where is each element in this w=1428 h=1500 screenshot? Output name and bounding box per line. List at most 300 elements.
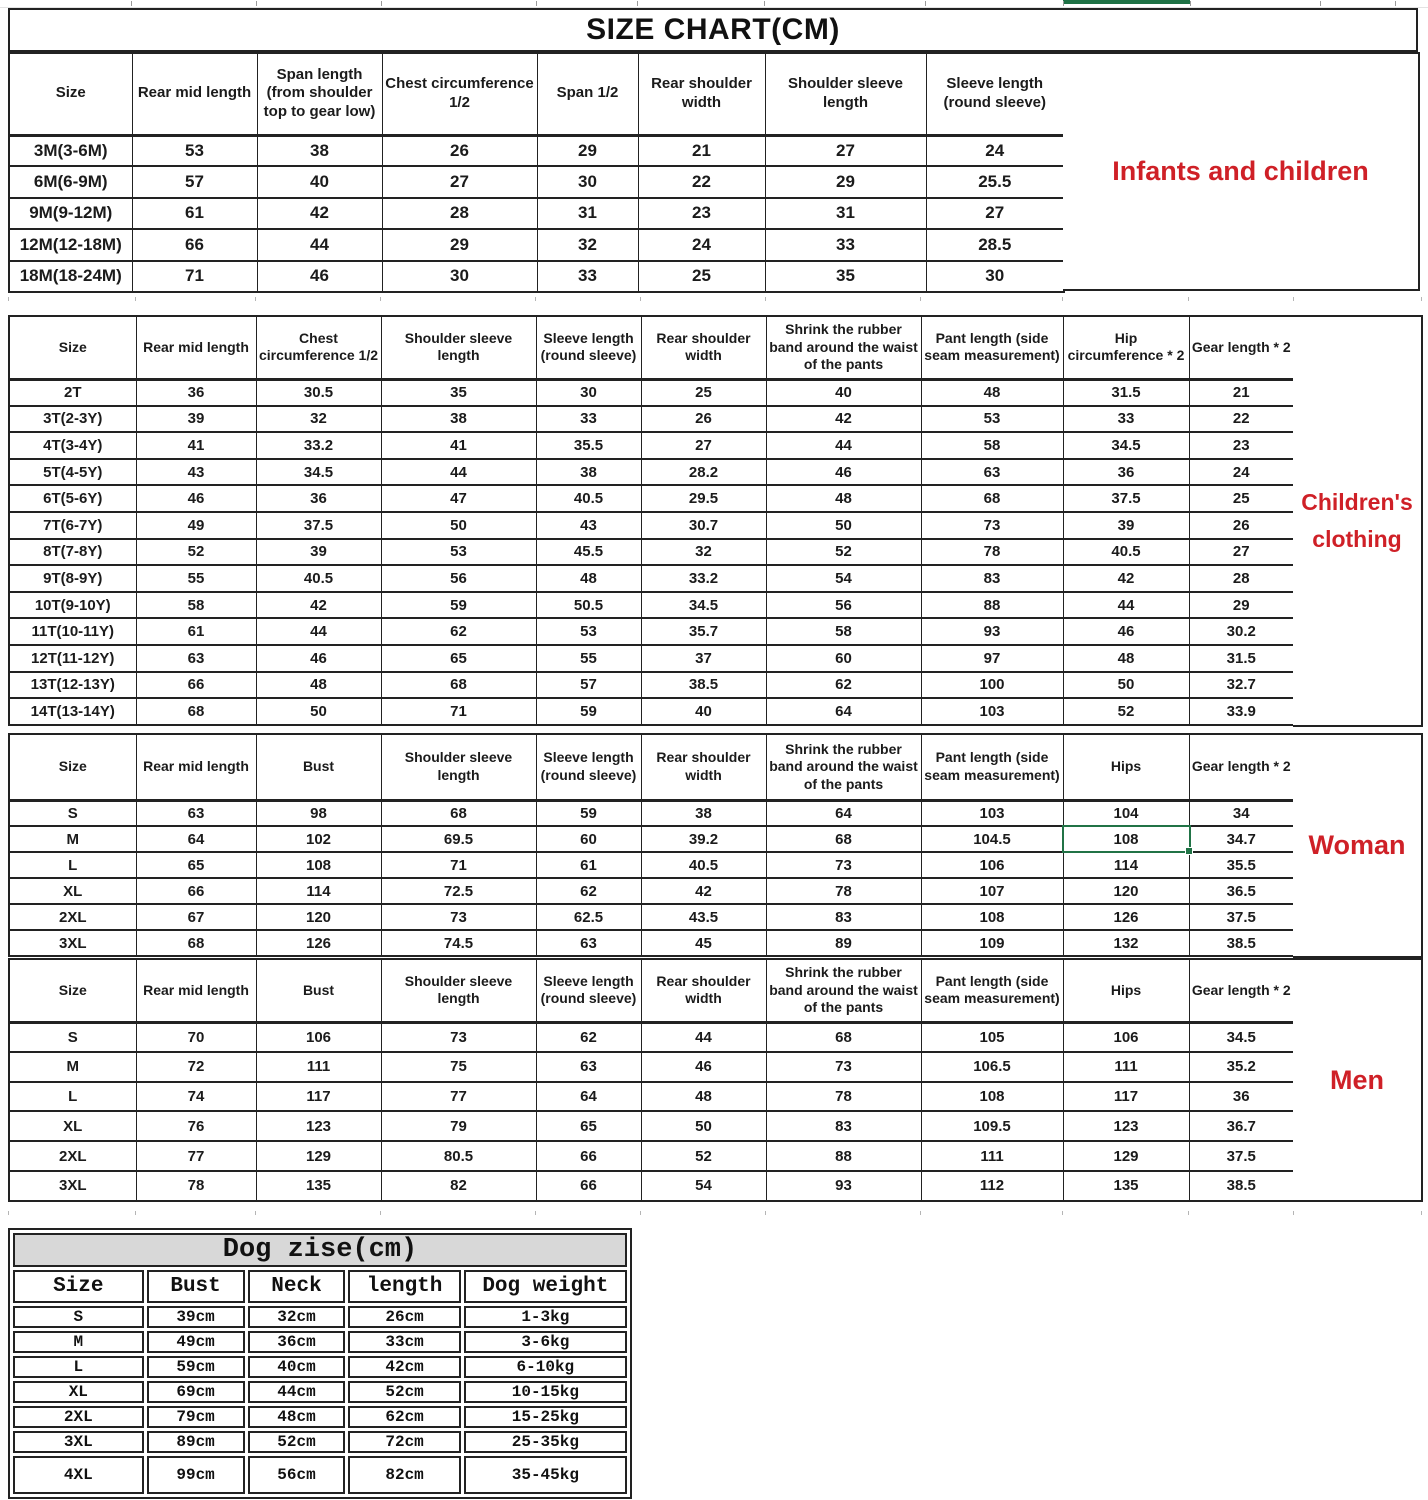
cell: 18M(18-24M) <box>9 261 132 292</box>
cell: 23 <box>638 198 765 229</box>
cell: 33.2 <box>256 432 381 459</box>
cell: 74 <box>136 1082 256 1112</box>
gridline-tick <box>637 1 638 6</box>
column-header: Sleeve length (round sleeve) <box>536 734 641 800</box>
cell: 37.5 <box>256 512 381 539</box>
cell: 23 <box>1189 432 1294 459</box>
cell: 53 <box>381 539 536 566</box>
column-header: Bust <box>256 734 381 800</box>
header-row <box>9 53 1064 135</box>
gridline-tick <box>640 297 641 301</box>
cell: 129 <box>1063 1141 1189 1171</box>
cell: XL <box>9 878 136 904</box>
cell: 26 <box>1189 512 1294 539</box>
cell: M <box>9 826 136 852</box>
cell: 36 <box>136 379 256 406</box>
cell: 40cm <box>248 1356 346 1378</box>
cell: 33.9 <box>1189 698 1294 725</box>
cell: 46 <box>1063 618 1189 645</box>
cell: 40.5 <box>256 565 381 592</box>
column-header: Sleeve length (round sleeve) <box>536 959 641 1022</box>
cell: XL <box>13 1381 144 1403</box>
column-header: Bust <box>256 959 381 1022</box>
cell: 44 <box>381 459 536 486</box>
table-row <box>13 1356 627 1378</box>
cell: 48cm <box>248 1406 346 1428</box>
cell: 79 <box>381 1111 536 1141</box>
column-header: Shrink the rubber band around the waist of the pants <box>766 734 921 800</box>
cell: 61 <box>132 198 257 229</box>
table-row <box>9 698 1294 725</box>
cell: 83 <box>921 565 1063 592</box>
gridline-tick <box>131 1 132 6</box>
gridline-tick <box>380 1211 381 1215</box>
cell: 2XL <box>9 1141 136 1171</box>
cell: 35.5 <box>536 432 641 459</box>
cell: 36 <box>1189 1082 1294 1112</box>
cell: 98 <box>256 800 381 826</box>
column-header: Rear shoulder width <box>641 959 766 1022</box>
cell: 58 <box>921 432 1063 459</box>
cell: 33 <box>536 406 641 433</box>
gridline-tick <box>256 1 257 6</box>
cell: 37.5 <box>1063 485 1189 512</box>
cell: 64 <box>766 800 921 826</box>
cell: 38 <box>536 459 641 486</box>
cell: 69cm <box>147 1381 245 1403</box>
cell: 24 <box>926 135 1064 166</box>
gridline-tick <box>1190 1 1191 6</box>
cell: 14T(13-14Y) <box>9 698 136 725</box>
cell: 70 <box>136 1022 256 1052</box>
cell: 50 <box>641 1111 766 1141</box>
gridline-tick <box>1062 1211 1063 1215</box>
cell: 32 <box>537 229 638 260</box>
cell: 50 <box>256 698 381 725</box>
column-header: Span length (from shoulder top to gear low) <box>257 53 382 135</box>
cell: 35 <box>765 261 926 292</box>
cell: 50.5 <box>536 592 641 619</box>
cell: 77 <box>381 1082 536 1112</box>
header-row <box>9 959 1294 1022</box>
cell: 52 <box>641 1141 766 1171</box>
cell: 44 <box>257 229 382 260</box>
cell: 40.5 <box>641 852 766 878</box>
cell: 29 <box>537 135 638 166</box>
cell: 32.7 <box>1189 672 1294 699</box>
cell: 64 <box>766 698 921 725</box>
cell: 37 <box>641 645 766 672</box>
cell: 59 <box>381 592 536 619</box>
cell: 66 <box>132 229 257 260</box>
cell: 132 <box>1063 930 1189 956</box>
cell: 45.5 <box>536 539 641 566</box>
cell: 44 <box>766 432 921 459</box>
cell: 49 <box>136 512 256 539</box>
cell: 50 <box>1063 672 1189 699</box>
cell: 69.5 <box>381 826 536 852</box>
cell: 97 <box>921 645 1063 672</box>
cell: 61 <box>136 618 256 645</box>
table-row <box>9 1052 1294 1082</box>
cell: 48 <box>641 1082 766 1112</box>
children-size-table <box>8 315 1295 726</box>
cell: 7T(6-7Y) <box>9 512 136 539</box>
cell: 80.5 <box>381 1141 536 1171</box>
cell: 89cm <box>147 1431 245 1453</box>
table-row <box>13 1431 627 1453</box>
cell: 2XL <box>9 904 136 930</box>
column-header: Shrink the rubber band around the waist of the pants <box>766 959 921 1022</box>
column-header: Chest circumference 1/2 <box>382 53 537 135</box>
cell: 78 <box>921 539 1063 566</box>
cell: 102 <box>256 826 381 852</box>
cell: 55 <box>136 565 256 592</box>
cell: 36 <box>1063 459 1189 486</box>
cell: 50 <box>766 512 921 539</box>
cell: 28 <box>1189 565 1294 592</box>
cell: 71 <box>381 852 536 878</box>
table-row <box>9 379 1294 406</box>
gridline-tick <box>135 1211 136 1215</box>
gridline-tick <box>380 297 381 301</box>
cell: 62 <box>536 1022 641 1052</box>
cell: 3XL <box>13 1431 144 1453</box>
gridline-tick <box>1188 297 1189 301</box>
gridline-tick <box>765 1211 766 1215</box>
cell: 11T(10-11Y) <box>9 618 136 645</box>
infants-size-table <box>8 52 1065 293</box>
cell: 63 <box>536 1052 641 1082</box>
cell: 39 <box>1063 512 1189 539</box>
cell: 27 <box>926 198 1064 229</box>
cell: 46 <box>641 1052 766 1082</box>
table-row <box>9 1022 1294 1052</box>
column-header: Dog weight <box>464 1270 627 1303</box>
gridline-tick <box>535 297 536 301</box>
cell: 3T(2-3Y) <box>9 406 136 433</box>
cell: 13T(12-13Y) <box>9 672 136 699</box>
cell: 40.5 <box>536 485 641 512</box>
cell: 57 <box>536 672 641 699</box>
cell: 30 <box>536 379 641 406</box>
cell: 60 <box>536 826 641 852</box>
gridline-tick <box>1293 297 1294 301</box>
cell: 104 <box>1063 800 1189 826</box>
cell: 26 <box>641 406 766 433</box>
cell: S <box>9 800 136 826</box>
table-row <box>9 135 1064 166</box>
table-row <box>9 166 1064 197</box>
cell: 38 <box>257 135 382 166</box>
column-header: Rear shoulder width <box>641 734 766 800</box>
cell: 12T(11-12Y) <box>9 645 136 672</box>
cell: 67 <box>136 904 256 930</box>
cell: 78 <box>766 878 921 904</box>
cell: 68 <box>766 1022 921 1052</box>
cell: 72.5 <box>381 878 536 904</box>
gridline-tick <box>764 1 765 6</box>
cell: 31 <box>765 198 926 229</box>
cell: 34.5 <box>1189 1022 1294 1052</box>
table-row <box>9 878 1294 904</box>
column-header: Pant length (side seam measurement) <box>921 734 1063 800</box>
cell: 21 <box>638 135 765 166</box>
cell: 39 <box>256 539 381 566</box>
table-row <box>9 800 1294 826</box>
cell: 28.5 <box>926 229 1064 260</box>
table-row <box>9 539 1294 566</box>
cell: 75 <box>381 1052 536 1082</box>
cell: 64 <box>536 1082 641 1112</box>
cell: 42cm <box>348 1356 460 1378</box>
table-row <box>9 512 1294 539</box>
table-row <box>9 432 1294 459</box>
gridline-tick <box>255 297 256 301</box>
cell: 39cm <box>147 1306 245 1328</box>
cell: 43 <box>136 459 256 486</box>
cell: 49cm <box>147 1331 245 1353</box>
cell: S <box>9 1022 136 1052</box>
column-header: Shoulder sleeve length <box>765 53 926 135</box>
cell: 68 <box>136 930 256 956</box>
cell: 93 <box>921 618 1063 645</box>
column-header: Rear shoulder width <box>638 53 765 135</box>
cell: 108 <box>921 904 1063 930</box>
cell: 108 <box>256 852 381 878</box>
cell: 62cm <box>348 1406 460 1428</box>
gridline-tick <box>765 297 766 301</box>
gridline-tick <box>1421 1211 1422 1215</box>
cell: 66 <box>136 672 256 699</box>
cell: 44 <box>256 618 381 645</box>
cell: 33cm <box>348 1331 460 1353</box>
column-header: Rear mid length <box>132 53 257 135</box>
cell: 46 <box>257 261 382 292</box>
cell: 135 <box>1063 1171 1189 1201</box>
cell: 68 <box>381 800 536 826</box>
cell: 38.5 <box>1189 930 1294 956</box>
table-row <box>13 1381 627 1403</box>
cell: 6-10kg <box>464 1356 627 1378</box>
cell: 73 <box>766 852 921 878</box>
cell: 34.5 <box>1063 432 1189 459</box>
cell: 36.7 <box>1189 1111 1294 1141</box>
cell: 63 <box>136 800 256 826</box>
cell: 45 <box>641 930 766 956</box>
cell: 62 <box>381 618 536 645</box>
cell: 34.7 <box>1189 826 1294 852</box>
cell: 66 <box>536 1171 641 1201</box>
header-row <box>9 734 1294 800</box>
cell: 34 <box>1189 800 1294 826</box>
cell: 24 <box>1189 459 1294 486</box>
cell: 123 <box>256 1111 381 1141</box>
gridline-tick <box>255 1211 256 1215</box>
cell: 62.5 <box>536 904 641 930</box>
column-header: Shoulder sleeve length <box>381 316 536 379</box>
cell: 120 <box>1063 878 1189 904</box>
cell: 76 <box>136 1111 256 1141</box>
cell: 2XL <box>13 1406 144 1428</box>
cell: 63 <box>136 645 256 672</box>
cell: 40 <box>641 698 766 725</box>
cell: 64 <box>136 826 256 852</box>
cell: 25 <box>638 261 765 292</box>
column-header: Gear length * 2 <box>1189 734 1294 800</box>
cell: 106.5 <box>921 1052 1063 1082</box>
cell: 43 <box>536 512 641 539</box>
cell: 117 <box>256 1082 381 1112</box>
column-header: Sleeve length (round sleeve) <box>926 53 1064 135</box>
cell: 104.5 <box>921 826 1063 852</box>
cell: 48 <box>921 379 1063 406</box>
cell: 108 <box>1063 826 1189 852</box>
cell: 52 <box>136 539 256 566</box>
cell: 72cm <box>348 1431 460 1453</box>
gridline-tick <box>640 1211 641 1215</box>
cell: 40.5 <box>1063 539 1189 566</box>
cell: M <box>13 1331 144 1353</box>
gridline-tick <box>925 1 926 6</box>
cell: 55 <box>536 645 641 672</box>
cell: 126 <box>256 930 381 956</box>
cell: 42 <box>256 592 381 619</box>
table-row <box>9 618 1294 645</box>
table-row <box>9 1082 1294 1112</box>
cell: 62 <box>766 672 921 699</box>
cell: 38.5 <box>641 672 766 699</box>
cell: 59cm <box>147 1356 245 1378</box>
page-title: SIZE CHART(CM) <box>8 8 1418 52</box>
cell: 29 <box>1189 592 1294 619</box>
cell: 8T(7-8Y) <box>9 539 136 566</box>
cell: 30 <box>926 261 1064 292</box>
cell: 114 <box>1063 852 1189 878</box>
column-header: Sleeve length (round sleeve) <box>536 316 641 379</box>
cell: 5T(4-5Y) <box>9 459 136 486</box>
cell: 111 <box>921 1141 1063 1171</box>
cell: 38.5 <box>1189 1171 1294 1201</box>
cell: 63 <box>536 930 641 956</box>
column-header: Hips <box>1063 959 1189 1022</box>
cell: 40 <box>257 166 382 197</box>
cell: 111 <box>1063 1052 1189 1082</box>
cell: 2T <box>9 379 136 406</box>
column-header: Rear mid length <box>136 316 256 379</box>
cell: 36 <box>256 485 381 512</box>
cell: 89 <box>766 930 921 956</box>
children-section-label: Children's clothing <box>1293 315 1423 727</box>
table-row <box>9 485 1294 512</box>
cell: 107 <box>921 878 1063 904</box>
cell: 63 <box>921 459 1063 486</box>
table-row <box>13 1331 627 1353</box>
cell: 88 <box>766 1141 921 1171</box>
cell: 42 <box>257 198 382 229</box>
cell: 82cm <box>348 1456 460 1494</box>
cell: 29.5 <box>641 485 766 512</box>
column-header: Bust <box>147 1270 245 1303</box>
gridline-tick <box>920 1211 921 1215</box>
cell: M <box>9 1052 136 1082</box>
cell: 30.5 <box>256 379 381 406</box>
cell: 44 <box>641 1022 766 1052</box>
table-row <box>9 672 1294 699</box>
green-cell-border-fragment <box>1063 0 1190 4</box>
cell: 41 <box>381 432 536 459</box>
cell: 3M(3-6M) <box>9 135 132 166</box>
table-row <box>9 930 1294 956</box>
header-row <box>9 316 1294 379</box>
cell: 22 <box>638 166 765 197</box>
cell: 9M(9-12M) <box>9 198 132 229</box>
table-row <box>9 852 1294 878</box>
column-header: Gear length * 2 <box>1189 959 1294 1022</box>
cell: 41 <box>136 432 256 459</box>
cell: 106 <box>921 852 1063 878</box>
cell: 37.5 <box>1189 1141 1294 1171</box>
cell: 21 <box>1189 379 1294 406</box>
cell: 29 <box>765 166 926 197</box>
cell: L <box>9 852 136 878</box>
cell: 42 <box>1063 565 1189 592</box>
gridline-tick <box>536 1 537 6</box>
cell: 78 <box>136 1171 256 1201</box>
cell: 72 <box>136 1052 256 1082</box>
cell: 25 <box>641 379 766 406</box>
cell: 82 <box>381 1171 536 1201</box>
column-header: Hips <box>1063 734 1189 800</box>
infants-section-label: Infants and children <box>1063 52 1420 291</box>
column-header: Shrink the rubber band around the waist of the pants <box>766 316 921 379</box>
column-header: Span 1/2 <box>537 53 638 135</box>
cell: 33.2 <box>641 565 766 592</box>
dog-table-title: Dog zise(cm) <box>13 1233 627 1267</box>
gridline-tick <box>1063 1 1064 6</box>
gridline-tick <box>1320 1 1321 6</box>
cell: 30 <box>537 166 638 197</box>
cell: 65 <box>536 1111 641 1141</box>
cell: 42 <box>641 878 766 904</box>
column-header: Gear length * 2 <box>1189 316 1294 379</box>
dog-table-title-row <box>13 1233 627 1267</box>
cell: 15-25kg <box>464 1406 627 1428</box>
cell: 35.7 <box>641 618 766 645</box>
gridline-tick <box>535 1211 536 1215</box>
column-header: Size <box>9 316 136 379</box>
column-header: Pant length (side seam measurement) <box>921 316 1063 379</box>
men-section-label: Men <box>1293 958 1423 1202</box>
cell: 27 <box>765 135 926 166</box>
gridline-tick <box>1062 297 1063 301</box>
gridline-tick <box>1188 1211 1189 1215</box>
cell: 79cm <box>147 1406 245 1428</box>
cell: 27 <box>382 166 537 197</box>
cell: 62 <box>536 878 641 904</box>
cell: 61 <box>536 852 641 878</box>
column-header: Rear mid length <box>136 734 256 800</box>
cell: 65 <box>136 852 256 878</box>
cell: 106 <box>256 1022 381 1052</box>
cell: 34.5 <box>641 592 766 619</box>
cell: 34.5 <box>256 459 381 486</box>
cell: 53 <box>536 618 641 645</box>
cell: 46 <box>766 459 921 486</box>
cell: L <box>9 1082 136 1112</box>
cell: 109.5 <box>921 1111 1063 1141</box>
cell: 10-15kg <box>464 1381 627 1403</box>
